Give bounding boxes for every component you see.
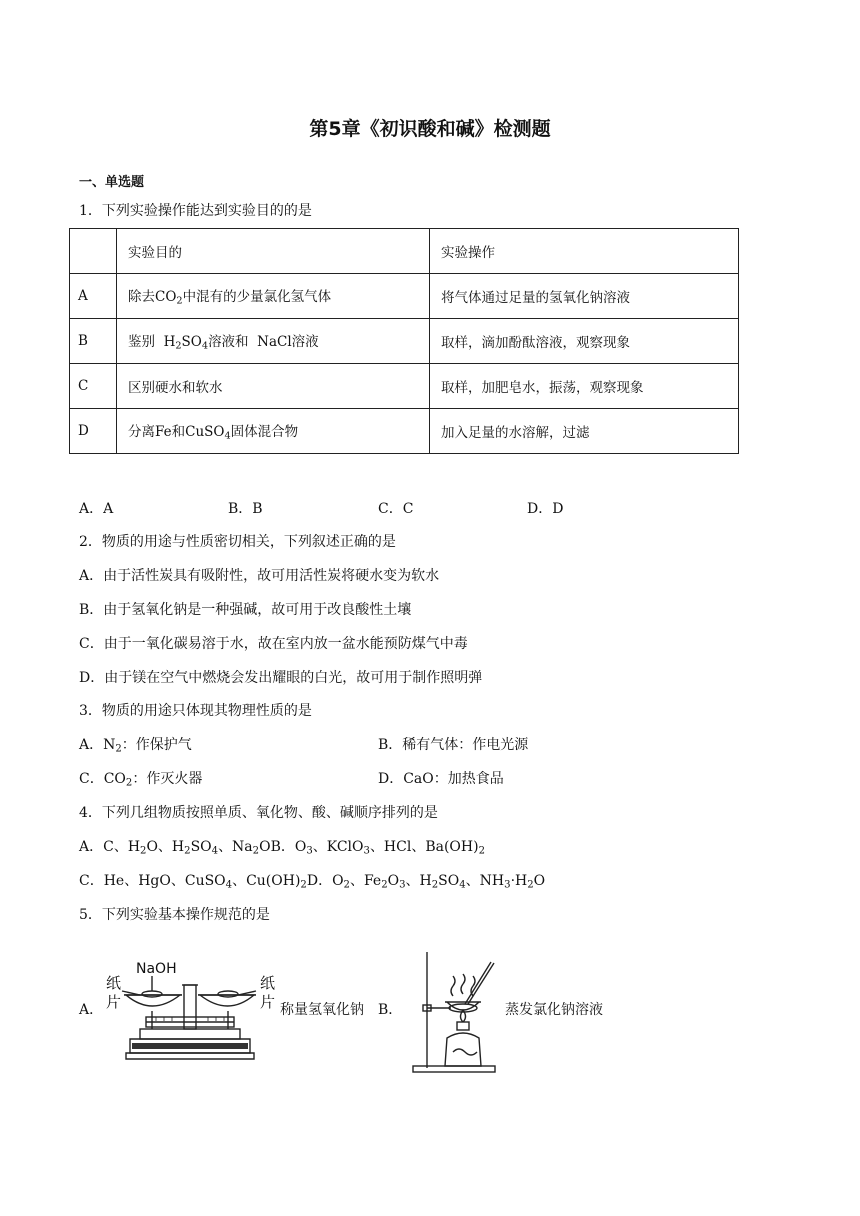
- table-row: [70, 229, 739, 274]
- row-goal: 区别硬水和软水: [117, 364, 430, 409]
- q5-option-b-caption: 蒸发氯化钠溶液: [505, 1002, 603, 1018]
- paper-label-right-1: 纸: [260, 974, 276, 992]
- row-goal: 除去$CO_2$中混有的少量氯化氢气体: [117, 274, 430, 319]
- q1-option-b[interactable]: B．B: [228, 501, 263, 517]
- q3-stem: 3．物质的用途只体现其物理性质的是: [79, 703, 312, 719]
- paper-label-left-2: 片: [106, 993, 122, 1011]
- q5-stem: 5．下列实验基本操作规范的是: [79, 907, 270, 923]
- paper-label-left-1: 纸: [106, 974, 122, 992]
- table-row: [70, 319, 739, 364]
- page-title: 第5章《初识酸和碱》检测题: [309, 118, 551, 140]
- q2-option-b[interactable]: B．由于氢氧化钠是一种强碱，故可用于改良酸性土壤: [79, 602, 412, 618]
- q4-options-cd[interactable]: C．He、HgO、CuSO$_4$、$Cu(OH)_2D$．$O_2$、$Fe_2O_3$、$H_2SO_4$、$NH_3\cdot H_2O$: [79, 873, 546, 891]
- table-row: [70, 409, 739, 454]
- q3-option-d[interactable]: D．CaO：加热食品: [378, 771, 504, 787]
- row-key: D: [70, 409, 117, 454]
- table-cell: [70, 229, 117, 274]
- q4-options-ab[interactable]: A．C、$H_2O$、$H_2SO_4$、$Na_2OB$．$O_3$、KClO$_3$、HCl、$Ba(OH)_2$: [79, 839, 486, 857]
- table-row: [70, 274, 739, 319]
- row-operation: 取样，滴加酚酞溶液，观察现象: [430, 319, 739, 364]
- q2-option-c[interactable]: C．由于一氧化碳易溶于水，故在室内放一盆水能预防煤气中毒: [79, 636, 468, 652]
- evaporation-apparatus-figure: [405, 948, 500, 1076]
- q3-option-a[interactable]: A．$N_2$：作保护气: [79, 737, 192, 755]
- row-operation: 将气体通过足量的氢氧化钠溶液: [430, 274, 739, 319]
- q1-option-c[interactable]: C．C: [378, 501, 414, 517]
- paper-label-right-2: 片: [260, 993, 276, 1011]
- q1-table: [69, 228, 739, 454]
- q5-option-b-label[interactable]: B．: [378, 1002, 403, 1018]
- q3-option-b[interactable]: B．稀有气体：作电光源: [378, 737, 529, 753]
- q1-option-d[interactable]: D．D: [527, 501, 564, 517]
- row-key: A: [70, 274, 117, 319]
- table-header-goal: 实验目的: [117, 229, 430, 274]
- naoh-label: NaOH: [136, 961, 177, 977]
- q1-stem: 1．下列实验操作能达到实验目的的是: [79, 203, 312, 219]
- q3-option-c[interactable]: C．$CO_2$：作灭火器: [79, 771, 203, 789]
- balance-scale-figure: [100, 955, 280, 1065]
- table-row: [70, 364, 739, 409]
- row-key: B: [70, 319, 117, 364]
- row-operation: 取样，加肥皂水，振荡，观察现象: [430, 364, 739, 409]
- q5-option-a-caption: 称量氢氧化钠: [280, 1002, 364, 1018]
- section-heading: 一、单选题: [79, 175, 145, 190]
- q2-stem: 2．物质的用途与性质密切相关，下列叙述正确的是: [79, 534, 396, 550]
- q4-stem: 4．下列几组物质按照单质、氧化物、酸、碱顺序排列的是: [79, 805, 438, 821]
- row-operation: 加入足量的水溶解，过滤: [430, 409, 739, 454]
- row-goal: 鉴别 $H_2SO_4$溶液和 NaCl溶液: [117, 319, 430, 364]
- row-key: C: [70, 364, 117, 409]
- row-goal: 分离Fe和CuSO$_4$固体混合物: [117, 409, 430, 454]
- q5-option-a-label[interactable]: A．: [79, 1002, 104, 1018]
- q1-option-a[interactable]: A．A: [79, 501, 114, 517]
- q2-option-a[interactable]: A．由于活性炭具有吸附性，故可用活性炭将硬水变为软水: [79, 568, 440, 584]
- q2-option-d[interactable]: D．由于镁在空气中燃烧会发出耀眼的白光，故可用于制作照明弹: [79, 670, 483, 686]
- table-header-operation: 实验操作: [430, 229, 739, 274]
